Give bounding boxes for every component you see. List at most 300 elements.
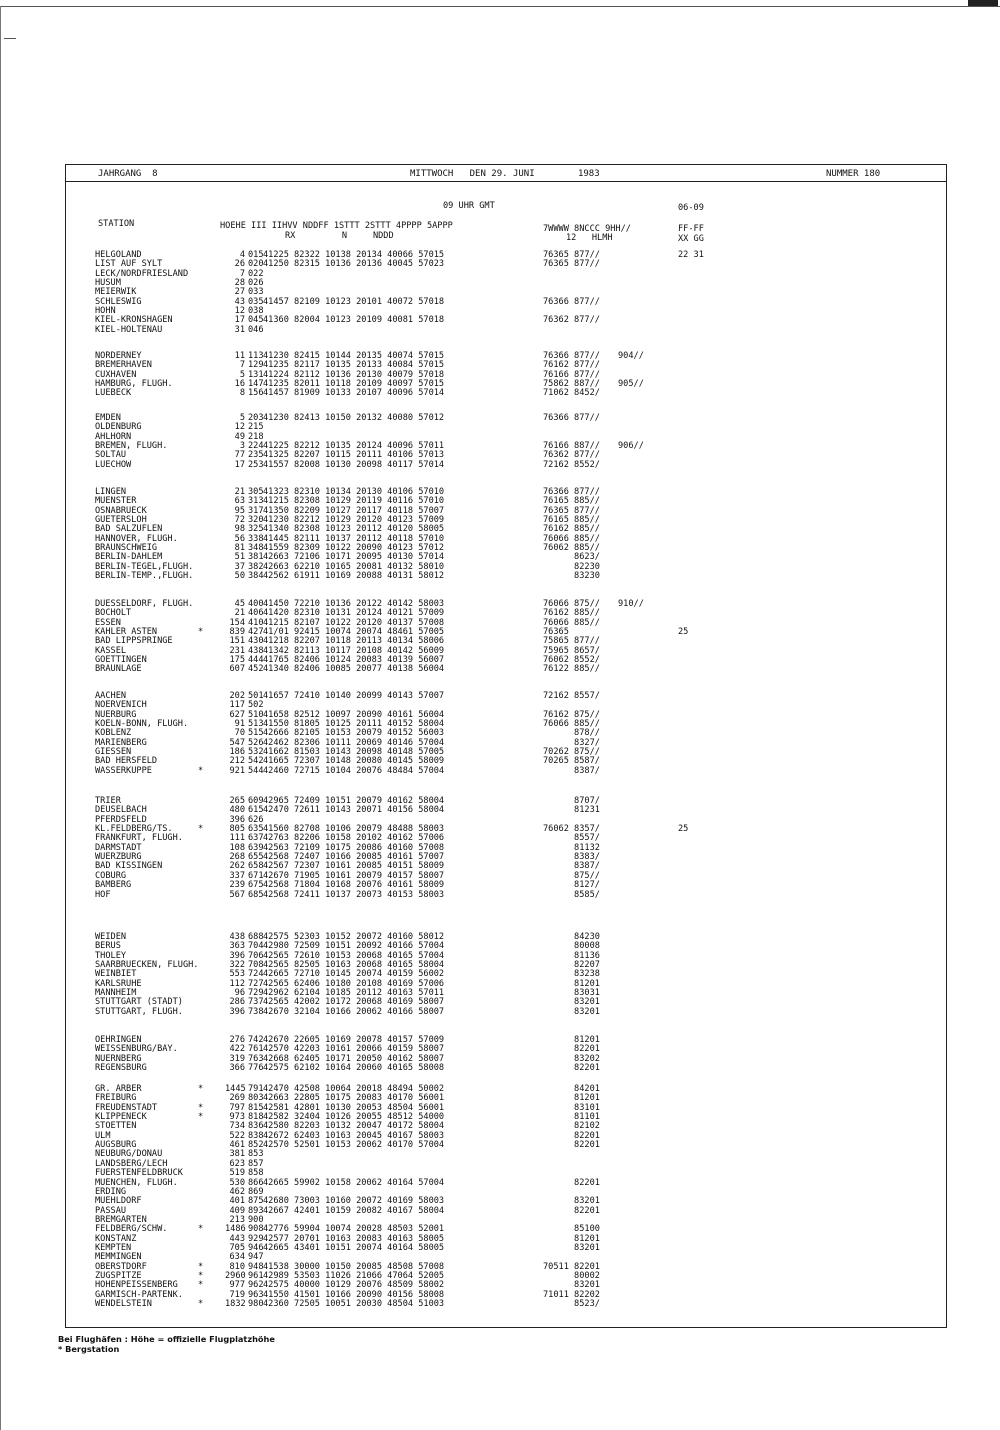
weather-groups: 8523/: [543, 1299, 600, 1310]
code-column-subheader: RX N NDDD: [285, 231, 394, 241]
station-index: 381: [248, 552, 264, 563]
station-name: OSNABRUECK: [95, 505, 147, 516]
observation-codes: 41342 82113 10117 20108 40142 56009: [263, 645, 445, 656]
station-altitude: 70: [234, 728, 245, 739]
weather-groups: 81231: [543, 805, 600, 816]
observation-codes: 42575 62102 10164 20060 40165 58008: [263, 1063, 445, 1074]
station-name: KEMPTEN: [95, 1242, 132, 1253]
station-altitude: 973: [229, 1112, 245, 1123]
station-altitude: 977: [229, 1280, 245, 1291]
weather-groups: 81136: [543, 950, 600, 961]
station-altitude: 21: [234, 487, 245, 497]
station-name: KIEL-HOLTENAU: [95, 324, 163, 335]
station-altitude: 50: [234, 571, 245, 582]
station-altitude: 438: [229, 932, 245, 942]
station-name: KONSTANZ: [95, 1233, 137, 1244]
observation-codes: 42577 20701 10163 20083 40163 58005: [263, 1233, 445, 1244]
station-name: BREMGARTEN: [95, 1214, 147, 1225]
weather-groups: 82230: [543, 561, 600, 572]
station-name: SAARBRUECKEN, FLUGH.: [95, 960, 199, 971]
period-label: 06-09: [678, 203, 704, 213]
station-altitude: 5: [239, 413, 245, 423]
station-altitude: 839: [229, 627, 245, 638]
station-name: KARLSRUHE: [95, 978, 142, 989]
weather-groups: 70511 82201: [543, 1261, 600, 1272]
station-altitude: 28: [234, 278, 245, 289]
station-name: WENDELSTEIN: [95, 1299, 152, 1310]
station-name: ERDING: [95, 1186, 127, 1197]
station-name: BAD LIPPSPRINGE: [95, 636, 173, 647]
station-name: KAHLER ASTEN: [95, 627, 158, 638]
station-altitude: 286: [229, 997, 245, 1008]
station-name: EMDEN: [95, 413, 121, 423]
station-altitude: 396: [229, 950, 245, 961]
weather-groups: 72162 8552/: [543, 459, 600, 470]
observation-codes: 41224 82112 10136 20130 40079 57018: [263, 369, 445, 380]
observation-codes: 41457 82109 10123 20101 40072 57018: [263, 296, 445, 307]
station-altitude: 634: [229, 1252, 245, 1263]
station-index: 761: [248, 1044, 264, 1055]
observation-codes: 41662 81503 10143 20098 40148 57005: [263, 747, 445, 758]
station-index: 320: [248, 515, 264, 526]
weather-groups: 76366 877//: [543, 487, 600, 497]
station-name: HAMBURG, FLUGH.: [95, 379, 173, 390]
station-index: 501: [248, 691, 264, 701]
weather-groups: 76066 885//: [543, 533, 600, 544]
observation-codes: 42580 82203 10132 20047 40172 58004: [263, 1121, 445, 1132]
station-index: 962: [248, 1280, 264, 1291]
observation-codes: 41550 81805 10125 20111 40152 58004: [263, 719, 445, 730]
station-name: REGENSBURG: [95, 1063, 147, 1074]
station-name: FREUDENSTADT: [95, 1102, 158, 1113]
observation-codes: 41350 82209 10127 20117 40118 57007: [263, 505, 445, 516]
station-index: 502: [248, 700, 264, 711]
group-9hh: 905//: [618, 379, 644, 390]
station-name: OLDENBURG: [95, 422, 142, 433]
observation-codes: 42668 62405 10171 20050 40162 58007: [263, 1053, 445, 1064]
station-altitude: 154: [229, 617, 245, 628]
station-name: LUEBECK: [95, 388, 132, 399]
observation-codes: 41557 82008 10130 20098 40117 57014: [263, 459, 445, 470]
weather-groups: 80002: [543, 1271, 600, 1281]
weather-groups: 76162 875//: [543, 709, 600, 720]
station-name: BAMBERG: [95, 880, 132, 891]
weather-groups: 76062 885//: [543, 543, 600, 554]
station-index: 637: [248, 833, 264, 844]
weather-groups: 76365 877//: [543, 259, 600, 270]
scan-edge-top: [0, 6, 1000, 7]
station-name: SOLTAU: [95, 450, 127, 461]
station-index: 348: [248, 543, 264, 554]
station-name: BRAUNSCHWEIG: [95, 543, 158, 554]
station-altitude: 117: [229, 700, 245, 711]
station-name: DUESSELDORF, FLUGH.: [95, 599, 194, 609]
observation-codes: 41340 82406 10085 20077 40138 56004: [263, 664, 445, 675]
station-index: 338: [248, 533, 264, 544]
weather-groups: 76365 877//: [543, 505, 600, 516]
observation-codes: 42965 72409 10151 20079 40162 58004: [263, 796, 445, 806]
group-9hh: 906//: [618, 441, 644, 452]
station-index: 866: [248, 1177, 264, 1188]
observation-codes: 42667 42401 10159 20082 40167 58004: [263, 1205, 445, 1216]
station-altitude: 212: [229, 756, 245, 767]
weather-groups: 76062 8357/: [543, 824, 600, 835]
station-index: 818: [248, 1112, 264, 1123]
observation-codes: 42567 72307 10161 20085 40151 58009: [263, 861, 445, 872]
weather-groups: 71062 8452/: [543, 388, 600, 399]
station-altitude: 322: [229, 960, 245, 971]
date-label: MITTWOCH DEN 29. JUNI 1983: [410, 169, 600, 179]
station-index: 857: [248, 1158, 264, 1169]
weather-groups: 72162 8557/: [543, 691, 600, 701]
observation-codes: 41657 72410 10140 20099 40143 57007: [263, 691, 445, 701]
weather-groups: 76165 885//: [543, 496, 600, 507]
mountain-marker: *: [198, 1261, 204, 1272]
station-name: FREIBURG: [95, 1093, 137, 1104]
observation-codes: 41665 72307 10148 20080 40145 58009: [263, 756, 445, 767]
station-altitude: 547: [229, 737, 245, 748]
station-altitude: 381: [229, 1149, 245, 1160]
weather-groups: 82207: [543, 960, 600, 971]
station-index: 542: [248, 756, 264, 767]
station-index: 615: [248, 805, 264, 816]
station-name: BERLIN-TEMP.,FLUGH.: [95, 571, 194, 582]
weather-groups: 76162 885//: [543, 524, 600, 535]
station-altitude: 1832: [225, 1299, 246, 1310]
observation-codes: 42763 82206 10158 20102 40162 57006: [263, 833, 445, 844]
weather-groups: 878//: [543, 728, 600, 739]
station-altitude: 49: [234, 431, 245, 442]
station-name: LECK/NORDFRIESLAND: [95, 268, 189, 279]
station-altitude: 16: [234, 379, 245, 390]
station-name: MUENCHEN, FLUGH.: [95, 1177, 178, 1188]
station-index: 406: [248, 608, 264, 619]
station-name: KOBLENZ: [95, 728, 132, 739]
station-altitude: 396: [229, 814, 245, 825]
station-altitude: 37: [234, 561, 245, 572]
weather-groups: 76122 885//: [543, 664, 600, 675]
issue-number: NUMMER 180: [826, 169, 881, 179]
station-index: 727: [248, 978, 264, 989]
station-name: ULM: [95, 1130, 111, 1141]
station-index: 658: [248, 861, 264, 872]
weather-groups: 81201: [543, 1035, 600, 1045]
weather-groups: 82201: [543, 1130, 600, 1141]
station-altitude: 276: [229, 1035, 245, 1045]
station-name: STUTTGART (STADT): [95, 997, 183, 1008]
station-name: MANNHEIM: [95, 988, 137, 999]
station-index: 438: [248, 645, 264, 656]
station-altitude: 111: [229, 833, 245, 844]
station-altitude: 443: [229, 1233, 245, 1244]
weather-groups: 83201: [543, 1242, 600, 1253]
observation-codes: 42670 32104 10166 20062 40166 58007: [263, 1006, 445, 1017]
station-altitude: 810: [229, 1261, 245, 1272]
mountain-marker: *: [198, 1299, 204, 1310]
station-index: 763: [248, 1053, 264, 1064]
station-altitude: 921: [229, 765, 245, 776]
station-column-header: STATION: [98, 219, 135, 229]
weather-groups: 8387/: [543, 765, 600, 776]
weather-groups: 83201: [543, 1196, 600, 1207]
mountain-marker: *: [198, 1224, 204, 1235]
mountain-marker: *: [198, 1271, 204, 1281]
station-index: 929: [248, 1233, 264, 1244]
station-altitude: 623: [229, 1158, 245, 1169]
weather-groups: 81132: [543, 842, 600, 853]
station-name: HOHENPEISSENBERG: [95, 1280, 178, 1291]
weather-groups: 76166 877//: [543, 369, 600, 380]
observation-codes: 42575 40000 10129 20076 48509 58002: [263, 1280, 445, 1291]
station-name: NEUBURG/DONAU: [95, 1149, 163, 1160]
weather-groups: 85100: [543, 1224, 600, 1235]
station-index: 430: [248, 636, 264, 647]
station-altitude: 268: [229, 852, 245, 863]
station-name: PFERDSFELD: [95, 814, 147, 825]
scan-corner-mark: [968, 0, 998, 6]
observation-codes: 41538 30000 10150 20085 48508 57008: [263, 1261, 445, 1272]
station-name: STUTTGART, FLUGH.: [95, 1006, 183, 1017]
station-name: HUSUM: [95, 278, 121, 289]
observation-codes: 41325 82207 10115 20111 40106 57013: [263, 450, 445, 461]
weather-groups: 76365 877//: [543, 250, 600, 260]
station-altitude: 27: [234, 287, 245, 298]
mountain-marker: *: [198, 824, 204, 835]
observation-codes: 41658 82512 10097 20090 40161 56004: [263, 709, 445, 720]
station-name: ZUGSPITZE: [95, 1271, 142, 1281]
weather-groups: 875//: [543, 870, 600, 881]
station-altitude: 108: [229, 842, 245, 853]
station-index: 961: [248, 1271, 264, 1281]
station-index: 215: [248, 422, 264, 433]
station-altitude: 607: [229, 664, 245, 675]
weather-groups: 76362 877//: [543, 450, 600, 461]
station-index: 704: [248, 941, 264, 952]
observation-codes: 42360 72505 10051 20030 48504 51003: [263, 1299, 445, 1310]
weather-groups: 75965 8657/: [543, 645, 600, 656]
station-altitude: 21: [234, 608, 245, 619]
weather-groups: 75862 887//: [543, 379, 600, 390]
station-name: KASSEL: [95, 645, 127, 656]
station-altitude: 17: [234, 315, 245, 326]
station-altitude: 81: [234, 543, 245, 554]
station-name: THOLEY: [95, 950, 127, 961]
station-name: CUXHAVEN: [95, 369, 137, 380]
mountain-marker: *: [198, 1280, 204, 1291]
station-index: 803: [248, 1093, 264, 1104]
station-altitude: 63: [234, 496, 245, 507]
station-name: BERUS: [95, 941, 121, 952]
station-name: GR. ARBER: [95, 1084, 142, 1094]
station-index: 639: [248, 842, 264, 853]
weather-groups: 8327/: [543, 737, 600, 748]
station-index: 033: [248, 287, 264, 298]
weather-groups: 76066 875//: [543, 599, 600, 609]
station-name: OBERSTDORF: [95, 1261, 147, 1272]
station-index: 147: [248, 379, 264, 390]
station-altitude: 522: [229, 1130, 245, 1141]
station-altitude: 734: [229, 1121, 245, 1132]
weather-groups: 70265 8587/: [543, 756, 600, 767]
station-altitude: 422: [229, 1044, 245, 1055]
station-index: 253: [248, 459, 264, 470]
station-name: HOF: [95, 889, 111, 900]
station-altitude: 409: [229, 1205, 245, 1216]
station-index: 724: [248, 969, 264, 980]
station-altitude: 56: [234, 533, 245, 544]
observation-codes: 42563 72109 10175 20086 40160 57008: [263, 842, 445, 853]
station-altitude: 1486: [225, 1224, 246, 1235]
station-index: 893: [248, 1205, 264, 1216]
station-name: BAD SALZUFLEN: [95, 524, 163, 535]
station-altitude: 77: [234, 450, 245, 461]
station-name: WASSERKUPPE: [95, 765, 152, 776]
station-index: 020: [248, 259, 264, 270]
station-index: 908: [248, 1224, 264, 1235]
weather-groups: 81201: [543, 1233, 600, 1244]
station-index: 675: [248, 880, 264, 891]
station-altitude: 337: [229, 870, 245, 881]
weather-groups: 83202: [543, 1053, 600, 1064]
observation-codes: 42670 22605 10169 20078 40157 57009: [263, 1035, 445, 1045]
observation-codes: 41225 82322 10138 20134 40066 57015: [263, 250, 445, 260]
station-name: MUEHLDORF: [95, 1196, 142, 1207]
observation-codes: 42462 82306 10111 20069 40146 57004: [263, 737, 445, 748]
observation-codes: 42570 52501 10153 20062 40170 57004: [263, 1140, 445, 1151]
station-altitude: 462: [229, 1186, 245, 1197]
station-name: GOETTINGEN: [95, 655, 147, 666]
station-name: WEIDEN: [95, 932, 127, 942]
station-name: MUENSTER: [95, 496, 137, 507]
station-index: 900: [248, 1214, 264, 1225]
station-name: BAD KISSINGEN: [95, 861, 163, 872]
station-index: 688: [248, 932, 264, 942]
station-index: 203: [248, 413, 264, 423]
observation-codes: 42665 72710 10145 20074 40159 56002: [263, 969, 445, 980]
observation-codes: 42570 42203 10161 20066 40159 58007: [263, 1044, 445, 1055]
weather-groups: 81201: [543, 978, 600, 989]
station-altitude: 7: [239, 360, 245, 371]
observation-codes: 41323 82310 10134 20130 40106 57010: [263, 487, 445, 497]
station-name: LANDSBERG/LECH: [95, 1158, 168, 1169]
station-altitude: 12: [234, 422, 245, 433]
station-altitude: 2960: [225, 1271, 246, 1281]
observation-codes: 42460 72715 10104 20076 48484 57004: [263, 765, 445, 776]
station-name: WEINBIET: [95, 969, 137, 980]
station-index: 946: [248, 1242, 264, 1253]
station-name: MARIENBERG: [95, 737, 147, 748]
station-index: 838: [248, 1130, 264, 1141]
observation-codes: 42962 62104 10185 20112 40163 57011: [263, 988, 445, 999]
weather-groups: 71011 82202: [543, 1289, 600, 1300]
station-index: 776: [248, 1063, 264, 1074]
station-index: 317: [248, 505, 264, 516]
station-altitude: 239: [229, 880, 245, 891]
mountain-marker: *: [198, 1102, 204, 1113]
station-altitude: 72: [234, 515, 245, 526]
station-index: 022: [248, 268, 264, 279]
station-index: 035: [248, 296, 264, 307]
wind-gusts: 25: [678, 627, 689, 638]
weather-groups: 8387/: [543, 861, 600, 872]
station-name: GIESSEN: [95, 747, 132, 758]
observation-codes: 41560 82708 10106 20079 48488 58003: [263, 824, 445, 835]
weather-groups: 76366 877//: [543, 351, 600, 361]
station-index: 815: [248, 1102, 264, 1113]
station-name: BOCHOLT: [95, 608, 132, 619]
station-name: FELDBERG/SCHW.: [95, 1224, 168, 1235]
station-index: 532: [248, 747, 264, 758]
scan-tick-mark: [4, 38, 16, 39]
weather-groups: 82201: [543, 1063, 600, 1074]
weather-groups: 82201: [543, 1044, 600, 1055]
weather-groups: 8707/: [543, 796, 600, 806]
station-altitude: 262: [229, 861, 245, 872]
weather-groups: 75865 877//: [543, 636, 600, 647]
station-index: 737: [248, 997, 264, 1008]
station-name: NORDERNEY: [95, 351, 142, 361]
observation-codes: 42470 72611 10143 20071 40156 58004: [263, 805, 445, 816]
station-index: 869: [248, 1186, 264, 1197]
mountain-marker: *: [198, 765, 204, 776]
code-column-header: HOEHE III IIHVV NDDFF 1STTT 2STTT 4PPPP 5APPP: [220, 221, 453, 231]
observation-codes: 42663 72106 10171 20095 40130 57014: [263, 552, 445, 563]
mountain-marker: *: [198, 1084, 204, 1094]
scan-edge-left: [0, 6, 1, 1430]
station-index: 671: [248, 870, 264, 881]
station-name: AHLHORN: [95, 431, 132, 442]
station-name: NOERVENICH: [95, 700, 147, 711]
observation-codes: 42470 42508 10064 20018 48494 50002: [263, 1084, 445, 1094]
station-name: TRIER: [95, 796, 121, 806]
station-altitude: 202: [229, 691, 245, 701]
station-altitude: 43: [234, 296, 245, 307]
station-index: 544: [248, 765, 264, 776]
weather-groups: 84230: [543, 932, 600, 942]
observation-codes: 42666 82105 10153 20079 40152 56003: [263, 728, 445, 739]
station-index: 113: [248, 351, 264, 361]
observation-codes: 42565 82505 10163 20068 40165 58004: [263, 960, 445, 971]
header-divider: [65, 181, 947, 182]
weather-groups: 8623/: [543, 552, 600, 563]
observation-codes: 42670 71905 10161 20079 40157 58007: [263, 870, 445, 881]
observation-codes: 42980 72509 10151 20092 40166 57004: [263, 941, 445, 952]
weather-groups: 81101: [543, 1112, 600, 1123]
weather-groups: 81201: [543, 1093, 600, 1104]
station-index: 015: [248, 250, 264, 260]
station-index: 224: [248, 441, 264, 452]
weather-groups: 76366 877//: [543, 413, 600, 423]
station-index: 400: [248, 599, 264, 609]
station-altitude: 269: [229, 1093, 245, 1104]
observation-codes: 41340 82308 10123 20112 40120 58005: [263, 524, 445, 535]
weather-groups: 8585/: [543, 889, 600, 900]
station-name: MEMMINGEN: [95, 1252, 142, 1263]
observation-codes: 42565 62406 10180 20108 40169 57006: [263, 978, 445, 989]
observation-codes: 41230 82415 10144 20135 40074 57015: [263, 351, 445, 361]
station-index: 384: [248, 571, 264, 582]
station-name: HANNOVER, FLUGH.: [95, 533, 178, 544]
weather-groups: 82201: [543, 1177, 600, 1188]
station-name: AACHEN: [95, 691, 127, 701]
observation-codes: 42568 72411 10137 20073 40153 58003: [263, 889, 445, 900]
station-name: KLIPPENECK: [95, 1112, 147, 1123]
station-altitude: 95: [234, 505, 245, 516]
observation-codes: 42565 42002 10172 20068 40169 58007: [263, 997, 445, 1008]
station-altitude: 17: [234, 459, 245, 470]
observation-codes: 41457 81909 10133 20107 40096 57014: [263, 388, 445, 399]
observation-codes: 41360 82004 10123 20109 40081 57018: [263, 315, 445, 326]
